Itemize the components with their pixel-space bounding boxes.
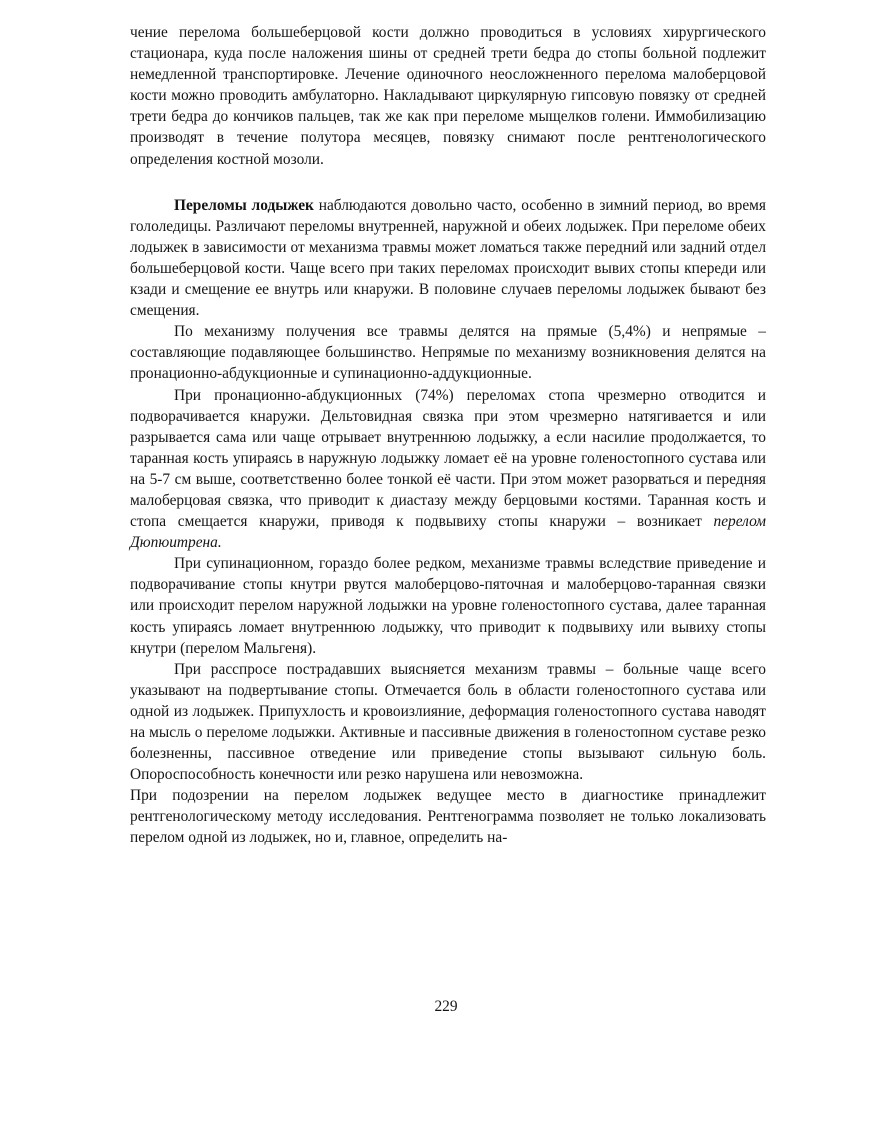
- section-heading-ankle-fractures: Переломы лодыжек: [174, 196, 314, 214]
- paragraph-ankle-fractures-text: наблюдаются довольно часто, особенно в зимний период, во время гололедицы. Различают переломы внутренней, наружной и обеих лодыжек. При переломе обеих лодыжек в зависимости от механизма травмы может ломаться также передний или задний отдел большеберцовой кости. Чаще всего при таких переломах происходит вывих стопы кпереди или кзади и смещение ее внутрь или кнаружи. В половине случаев переломы лодыжек бывают без смещения.: [130, 196, 766, 320]
- document-page: [130, 22, 766, 849]
- section-spacer: [130, 170, 766, 195]
- term-dupuytren-fracture: перелом Дюпюитрена.: [130, 513, 766, 552]
- paragraph-injury-mechanism: По механизму получения все травмы делятся на прямые (5,4%) и непрямые – составляющие подавляющее большинство. Непрямые по механизму возникновения делятся на пронационно-абдукционные и супинационно-аддукционные.: [130, 323, 766, 383]
- paragraph-pronation-abduction-text: При пронационно-абдукционных (74%) переломах стопа чрезмерно отводится и подворачивается кнаружи. Дельтовидная связка при этом чрезмерно натягивается и или разрывается сама или чаще отрывает внутреннюю лодыжку, а если насилие продолжается, то таранная кость упираясь в наружную лодыжку ломает её на уровне голеностопного сустава или на 5-7 см выше, соответственно более тонкой её части. При этом может разорваться и передняя малоберцовая связка, что приводит к диастазу между берцовыми костями. Таранная кость и стопа смещается кнаружи, приводя к подвывиху стопы кнаружи – возникает: [130, 386, 766, 531]
- paragraph-clinical-signs: При расспросе пострадавших выясняется механизм травмы – больные чаще всего указывают на подвертывание стопы. Отмечается боль в области голеностопного сустава или одной из лодыжек. Припухлость и кровоизлияние, деформация голеностопного сустава наводят на мысль о переломе лодыжки. Активные и пассивные движения в голеностопном суставе резко болезненны, пассивное отведение или приведение стопы вызывают сильную боль. Опороспособность конечности или резко нарушена или невозможна.: [130, 660, 766, 784]
- page-number: 229: [434, 998, 458, 1015]
- paragraph-pronation-abduction: [130, 385, 766, 554]
- paragraph-radiology: При подозрении на перелом лодыжек ведущее место в диагностике принадлежит рентгенологическому методу исследования. Рентгенограмма позволяет не только локализовать перелом одной из лодыжек, но и, главное, определить на-: [130, 787, 766, 847]
- paragraph-tibia-treatment: чение перелома большеберцовой кости должно проводиться в условиях хирургического стационара, куда после наложения шины от средней трети бедра до стопы больной подлежит немедленной транспортировке. Лечение одиночного неосложненного перелома малоберцовой кости можно проводить амбулаторно. Накладывают циркулярную гипсовую повязку от средней трети бедра до кончиков пальцев, так же как при переломе мыщелков голени. Иммобилизацию производят в течение полутора месяцев, повязку снимают после рентгенологического определения костной мозоли.: [130, 24, 766, 168]
- paragraph-ankle-fractures-intro: [130, 195, 766, 322]
- paragraph-supination: При супинационном, гораздо более редком, механизме травмы вследствие приведение и подворачивание стопы кнутри рвутся малоберцово-пяточная и малоберцово-таранная связки или происходит перелом наружной лодыжки на уровне голеностопного сустава, далее таранная кость упираясь ломает внутреннюю лодыжку, что приводит к подвывиху или вывиху стопы кнутри (перелом Мальгеня).: [130, 555, 766, 657]
